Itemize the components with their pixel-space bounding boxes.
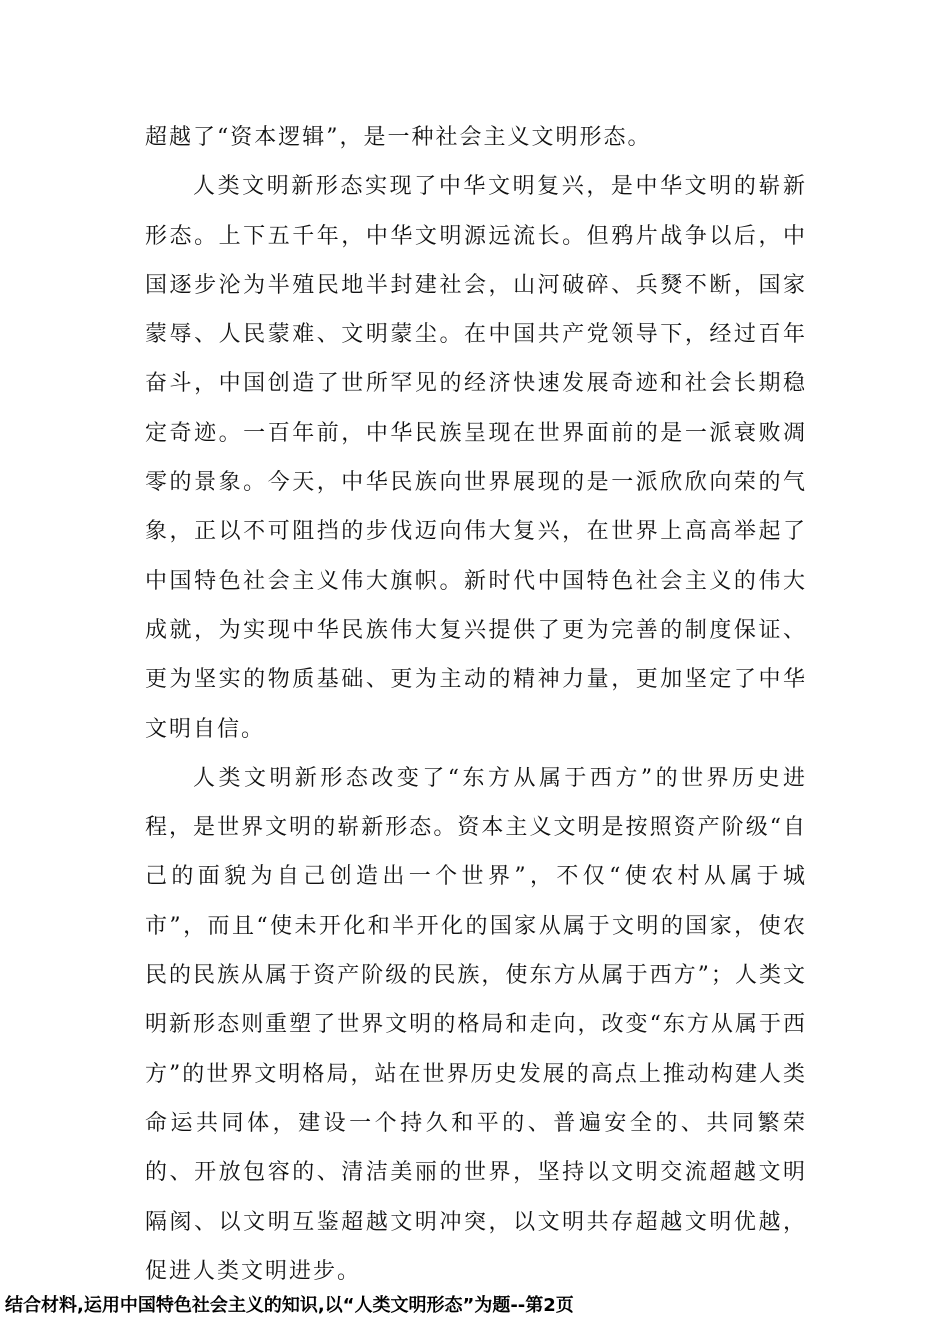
paragraph-world-civilization: 人类文明新形态改变了“东方从属于西方”的世界历史进程，是世界文明的崭新形态。资本主义文明是按照资产阶级“自己的面貌为自己创造出一个世界”，不仅“使农村从属于城市”，而且“使未开化和半开化的国家从属于文明的国家，使农民的民族从属于资产阶级的民族，使东方从属于西方”；人类文明新形态则重塑了世界文明的格局和走向，改变“东方从属于西方”的世界文明格局，站在世界历史发展的高点上推动构建人类命运共同体，建设一个持久和平的、普遍安全的、共同繁荣的、开放包容的、清洁美丽的世界，坚持以文明交流超越文明隔阂、以文明互鉴超越文明冲突，以文明共存超越文明优越，促进人类文明进步。 [145,765,807,1284]
paragraph-chinese-civilization: 人类文明新形态实现了中华文明复兴，是中华文明的崭新形态。上下五千年，中华文明源远流长。但鸦片战争以后，中国逐步沦为半殖民地半封建社会，山河破碎、兵燹不断，国家蒙辱、人民蒙难、文明蒙尘。在中国共产党领导下，经过百年奋斗，中国创造了世所罕见的经济快速发展奇迹和社会长期稳定奇迹。一百年前，中华民族呈现在世界面前的是一派衰败凋零的景象。今天，中华民族向世界展现的是一派欣欣向荣的气象，正以不可阻挡的步伐迈向伟大复兴，在世界上高高举起了中国特色社会主义伟大旗帜。新时代中国特色社会主义的伟大成就，为实现中华民族伟大复兴提供了更为完善的制度保证、更为坚实的物质基础、更为主动的精神力量，更加坚定了中华文明自信。 [145,174,807,742]
paragraph-continuation: 超越了“资本逻辑”，是一种社会主义文明形态。 [145,125,652,150]
page-footer: 结合材料,运用中国特色社会主义的知识,以“人类文明形态”为题--第2页 [5,1295,574,1316]
document-body [145,113,807,1296]
